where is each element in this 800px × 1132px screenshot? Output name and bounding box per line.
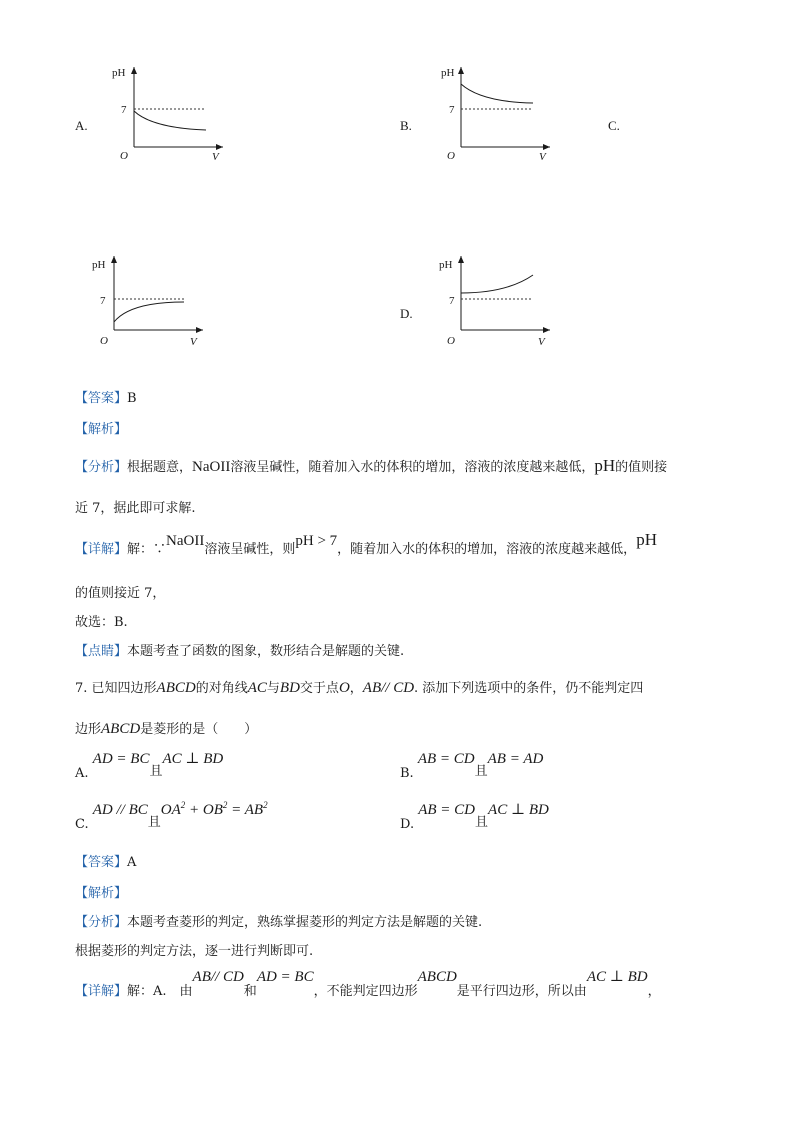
- q7-bd: BD: [279, 680, 300, 696]
- graph-a-ref-label: 7: [121, 104, 127, 116]
- q6-guxuan: 故选：B.: [75, 615, 128, 630]
- q7-xiangjie-d: ，: [647, 984, 661, 999]
- graph-c-x-label: V: [190, 336, 197, 348]
- q7-ab-par-cd: AB// CD: [362, 680, 415, 696]
- q6-answer-tag: 【答案】: [75, 391, 128, 406]
- q6-fenxi-text-1b: 溶液呈碱性，随着加入水的体积的增加，溶液的浓度越来越低，: [230, 460, 595, 475]
- q6-xiangjie-text-1c: ，随着加入水的体积的增加，溶液的浓度越来越低，: [337, 542, 637, 557]
- graph-d-ref-label: 7: [449, 295, 455, 307]
- q7-option-a: [75, 748, 224, 781]
- q7-xiangjie-m4: AC ⊥ BD: [586, 969, 648, 985]
- q7-stem-1e: ，: [349, 681, 363, 696]
- q7-option-c-and: 且: [147, 815, 161, 830]
- q6-fenxi-tag: 【分析】: [75, 460, 128, 475]
- graph-b-origin: O: [447, 150, 455, 162]
- q7-stem-line-1: [75, 677, 643, 697]
- q6-xiangjie-text-1a: 解：∵: [127, 542, 167, 557]
- q7-option-b-m2: AB = AD: [487, 751, 544, 767]
- graph-c-origin: O: [100, 335, 108, 347]
- q7-fenxi-tag: 【分析】: [75, 915, 128, 930]
- graph-a-y-label: pH: [112, 67, 126, 79]
- q7-xiangjie-c: 是平行四边形，所以由: [456, 984, 587, 999]
- q7-fenxi-line-1: [75, 911, 482, 930]
- q7-xiangjie-line: [75, 966, 661, 999]
- q7-option-a-m2: AC ⊥ BD: [162, 751, 224, 767]
- q7-option-d-label: D.: [400, 817, 415, 832]
- q7-fenxi-text-1: 本题考查菱形的判定，熟练掌握菱形的判定方法是解题的关键.: [127, 915, 483, 930]
- q7-stem-1a: 7. 已知四边形: [75, 681, 157, 696]
- q7-option-d-and: 且: [475, 815, 489, 830]
- graph-a-x-label: V: [212, 151, 219, 163]
- q6-answer-line: [75, 387, 137, 406]
- q7-option-b-and: 且: [474, 764, 488, 779]
- q7-analysis-tag: 【解析】: [75, 886, 128, 901]
- q7-answer-value: A: [127, 855, 137, 870]
- graph-a-origin: O: [120, 150, 128, 162]
- q7-stem-1b: 的对角线: [195, 681, 248, 696]
- q7-option-c-label: C.: [75, 817, 89, 832]
- q6-xiangjie-text-1b: 溶液呈碱性，则: [204, 542, 296, 557]
- q6-fenxi-ph: pH: [594, 456, 616, 475]
- option-d-label: D.: [400, 306, 413, 321]
- graph-d-y-label: pH: [439, 259, 453, 271]
- q7-option-d-m2: AC ⊥ BD: [488, 802, 549, 818]
- q7-stem-1d: 交于点: [299, 681, 339, 696]
- q7-fenxi-line-2: 根据菱形的判定方法，逐一进行判断即可.: [75, 944, 314, 959]
- graph-d-x-label: V: [538, 336, 545, 348]
- q6-analysis-tag: 【解析】: [75, 422, 128, 437]
- q6-fenxi-line-2: 近 7，据此即可求解.: [75, 501, 196, 516]
- q6-xiangjie-ph7: pH > 7: [295, 533, 338, 549]
- q7-option-a-and: 且: [149, 764, 163, 779]
- q7-xiangjie-m2: AD = BC: [256, 969, 314, 985]
- q7-option-b: [400, 748, 544, 781]
- q7-option-d-m1: AB = CD: [418, 802, 476, 818]
- q7-o: O: [338, 680, 350, 696]
- q7-answer-line: [75, 851, 136, 870]
- graph-d: [437, 252, 562, 354]
- q6-fenxi-line-1: [75, 456, 667, 476]
- graph-b: [437, 62, 562, 164]
- option-c-label: C.: [608, 118, 620, 133]
- q7-answer-tag: 【答案】: [75, 855, 128, 870]
- q7-option-d: [400, 799, 549, 832]
- graph-c-ref-label: 7: [100, 295, 106, 307]
- option-a-label: A.: [75, 118, 88, 133]
- graph-b-x-label: V: [539, 151, 546, 163]
- q7-xiangjie-m3: ABCD: [417, 969, 457, 985]
- q7-stem-2a: 边形: [75, 722, 102, 737]
- graph-c-y-label: pH: [92, 259, 106, 271]
- q6-xiangjie-line-1: [75, 530, 657, 558]
- q6-fenxi-text-1a: 根据题意，: [127, 460, 193, 475]
- q7-xiangjie-and: 和: [243, 984, 257, 999]
- q7-option-c: [75, 799, 268, 832]
- q7-stem-line-2: [75, 718, 257, 738]
- q7-option-b-m1: AB = CD: [417, 751, 475, 767]
- q6-xiangjie-ph: pH: [636, 530, 657, 549]
- q6-dianjing-text: 本题考查了函数的图象，数形结合是解题的关键.: [127, 644, 405, 659]
- graph-b-ref-label: 7: [449, 104, 455, 116]
- q6-answer-value: B: [127, 391, 137, 406]
- option-b-label: B.: [400, 118, 412, 133]
- q6-fenxi-naoh: NaOII: [192, 459, 231, 475]
- q7-abcd-2: ABCD: [101, 721, 141, 737]
- q7-option-c-m2: $OA^2 + OB^2 = AB^2$: [160, 800, 268, 818]
- q6-dianjing-tag: 【点睛】: [75, 644, 128, 659]
- graph-d-origin: O: [447, 335, 455, 347]
- q7-xiangjie-b: ，不能判定四边形: [313, 984, 418, 999]
- q7-stem-1c: 与: [266, 681, 280, 696]
- q7-stem-1f: . 添加下列选项中的条件，仍不能判定四: [414, 681, 644, 696]
- q7-ac: AC: [247, 680, 267, 696]
- q6-dianjing-line: [75, 640, 404, 659]
- graph-b-y-label: pH: [441, 67, 455, 79]
- q7-abcd: ABCD: [156, 680, 196, 696]
- q7-xiangjie-m1: AB// CD: [192, 969, 244, 985]
- q7-option-b-label: B.: [400, 766, 414, 781]
- q7-option-a-m1: AD = BC: [92, 751, 150, 767]
- q7-xiangjie-a: 解：A. 由: [127, 984, 193, 999]
- graph-c: [90, 252, 215, 354]
- q7-option-a-label: A.: [75, 766, 89, 781]
- q6-xiangjie-naoh: NaOII: [166, 533, 205, 549]
- q7-xiangjie-tag: 【详解】: [75, 984, 128, 999]
- q7-option-c-m1: AD // BC: [92, 802, 148, 818]
- q6-xiangjie-line-2: 的值则接近 7，: [75, 586, 166, 601]
- q6-fenxi-text-1c: 的值则接: [615, 460, 668, 475]
- q7-stem-2b: 是菱形的是（ ）: [140, 722, 258, 737]
- q6-xiangjie-tag: 【详解】: [75, 542, 128, 557]
- graph-a: [108, 62, 233, 164]
